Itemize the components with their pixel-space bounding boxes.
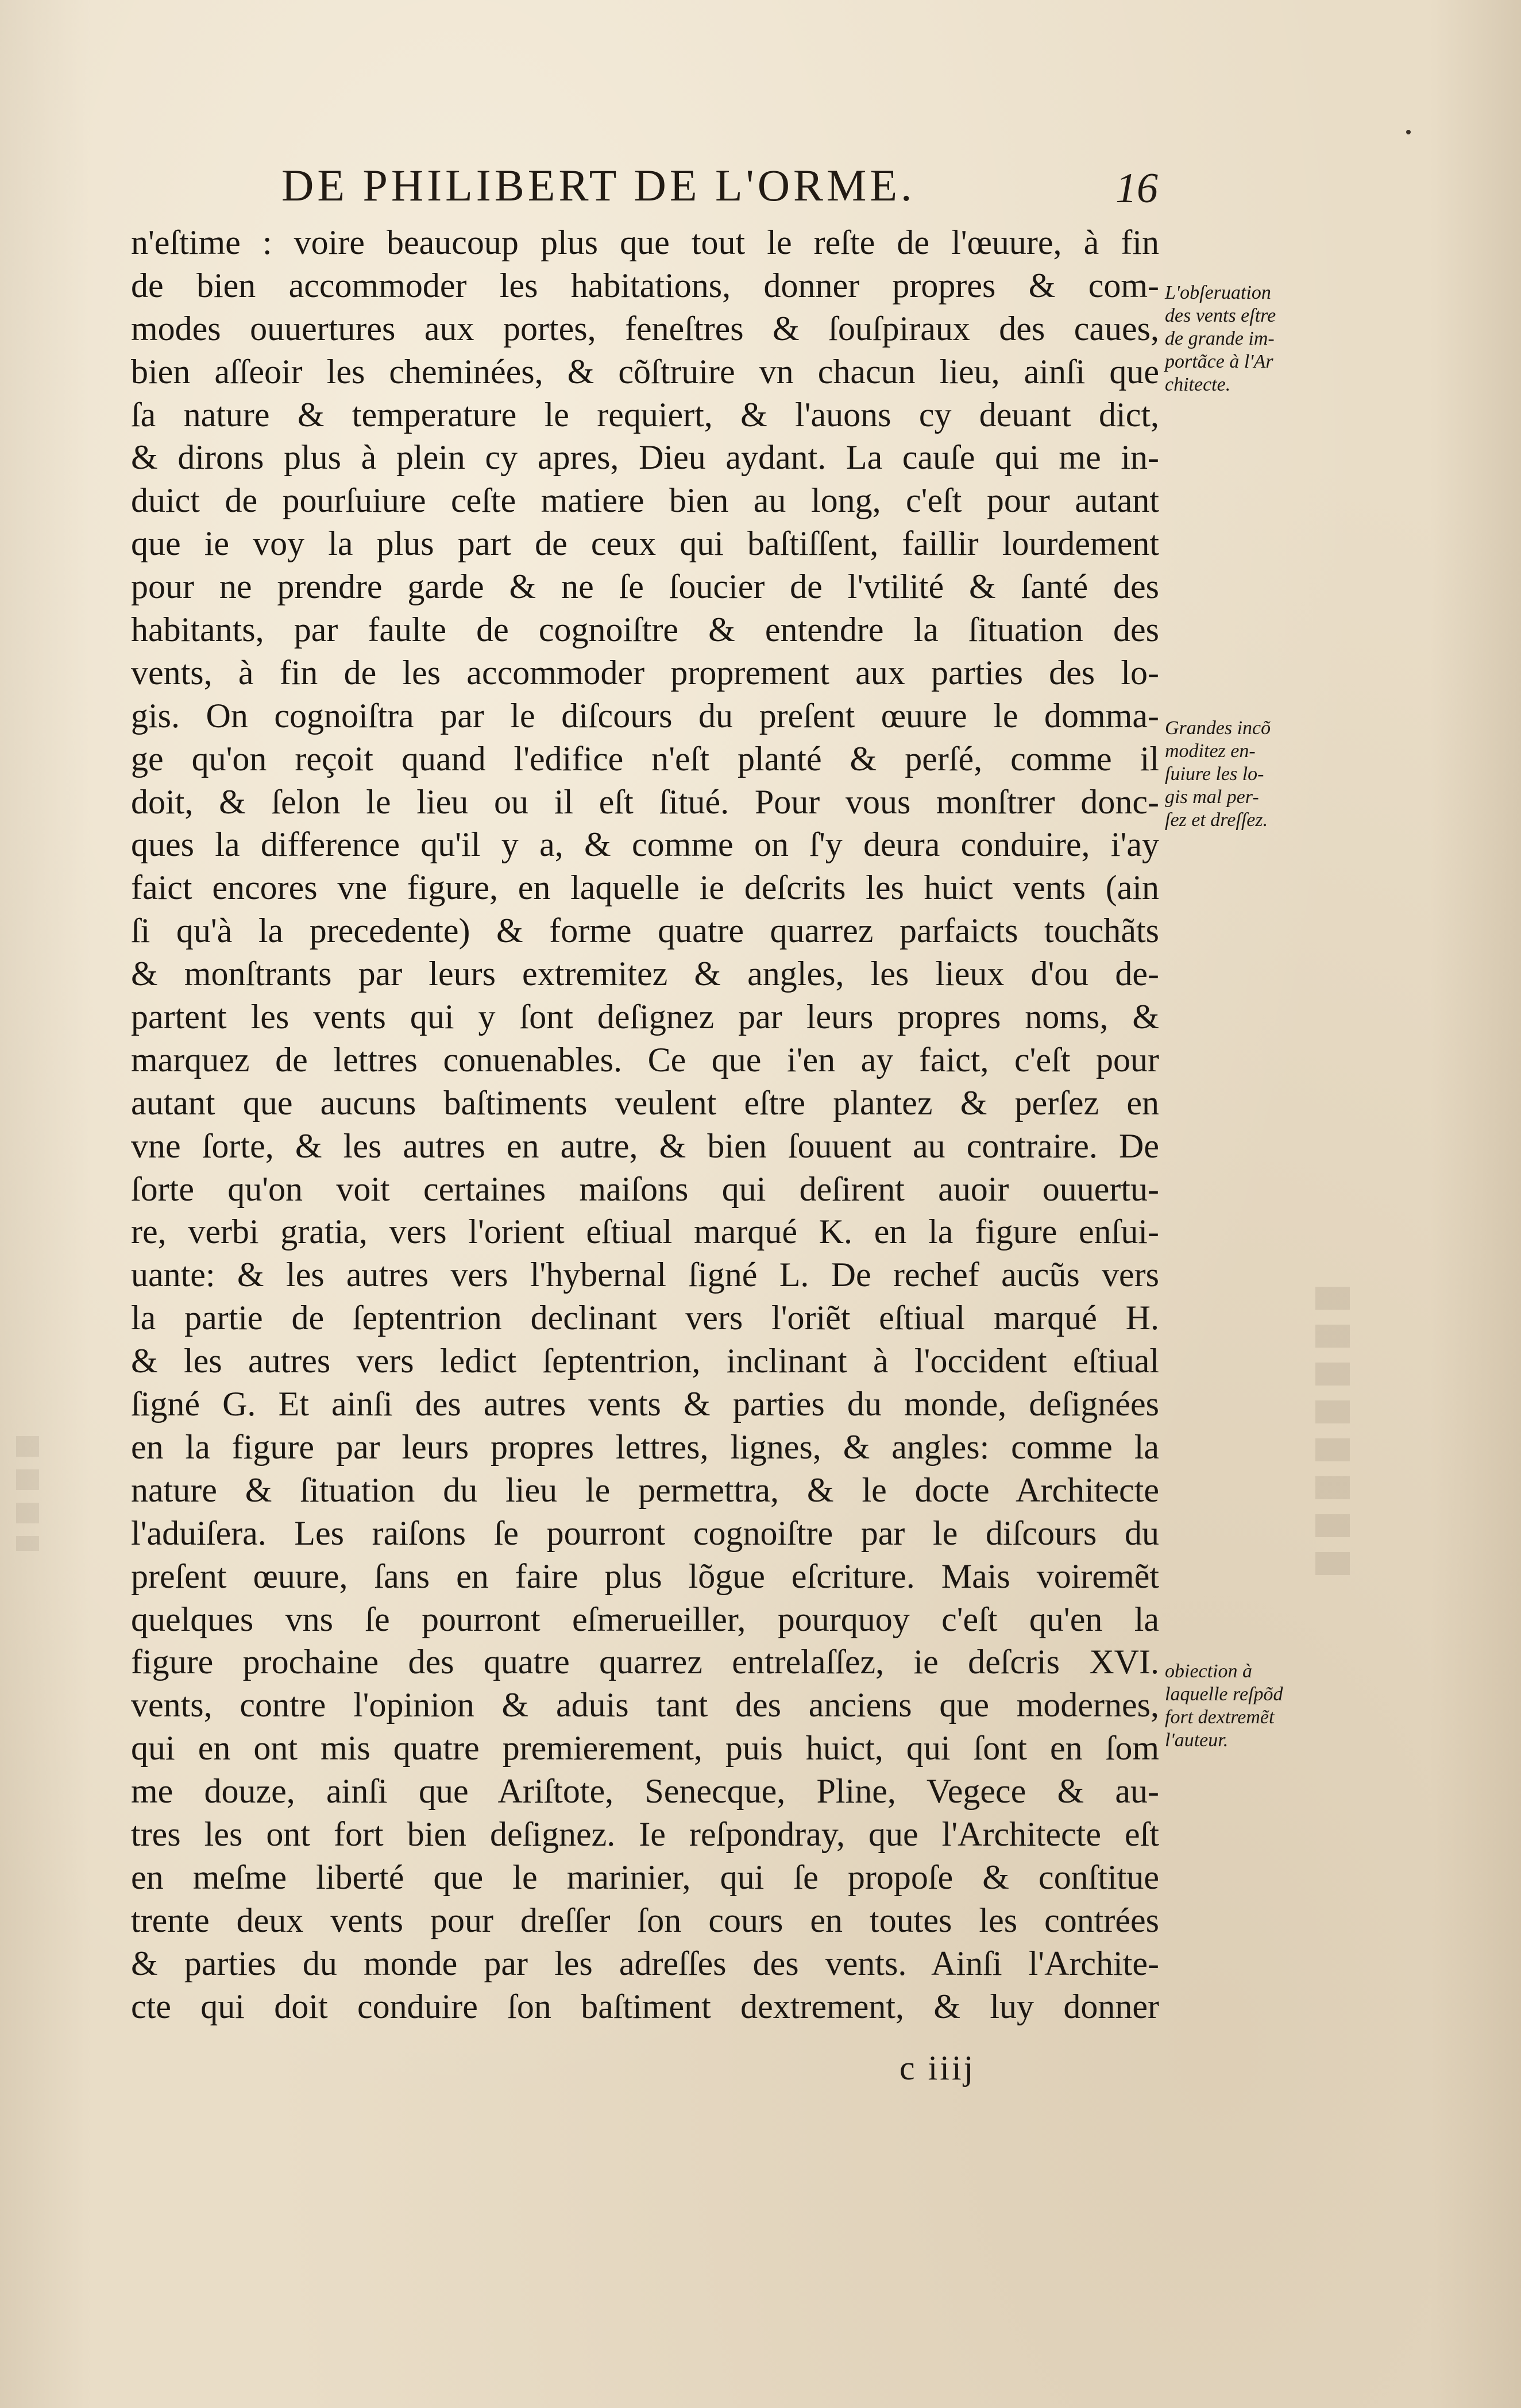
text-line: en meſme liberté que le marinier, qui ſe propoſe & conſtitue [131, 1858, 1159, 1896]
ink-speck [1406, 130, 1411, 134]
text-line: me douze, ainſi que Ariſtote, Senecque, Pline, Vegece & au- [131, 1772, 1159, 1811]
text-line: faict encores vne figure, en laquelle ie deſcrits les huict vents (ain [131, 869, 1159, 907]
marginal-note [1165, 1660, 1320, 1752]
text-line: & monſtrants par leurs extremitez & angles, les lieux d'ou de- [131, 955, 1159, 993]
text-line: ſorte qu'on voit certaines maiſons qui deſirent auoir ouuertu- [131, 1170, 1159, 1208]
text-line: vents, contre l'opinion & aduis tant des anciens que modernes, [131, 1686, 1159, 1724]
text-line: tres les ont fort bien deſignez. Ie reſpondray, que l'Architecte eſt [131, 1815, 1159, 1853]
marginal-note-line: L'obſeruation [1165, 282, 1271, 303]
marginal-note-line: portãce à l'Ar [1165, 351, 1273, 372]
marginal-note-line: l'auteur. [1165, 1730, 1229, 1751]
text-line: ſigné G. Et ainſi des autres vents & parties du monde, deſignées [131, 1385, 1159, 1423]
text-line: trente deux vents pour dreſſer ſon cours en toutes les contrées [131, 1901, 1159, 1939]
marginal-note [1165, 281, 1320, 396]
text-line: n'eſtime : voire beaucoup plus que tout le reſte de l'œuure, à fin [131, 223, 1159, 261]
text-line: vents, à fin de les accommoder proprement aux parties des lo- [131, 653, 1159, 692]
text-line: ques la difference qu'il y a, & comme on ſ'y deura conduire, i'ay [131, 825, 1159, 864]
text-line: cte qui doit conduire ſon baſtiment dextrement, & luy donner [131, 1987, 1159, 2025]
show-through-text-left [16, 1436, 39, 1551]
marginal-note-line: chitecte. [1165, 374, 1231, 395]
text-line: marquez de lettres conuenables. Ce que i'en ay faict, c'eſt pour [131, 1040, 1159, 1079]
marginal-note-line: de grande im- [1165, 328, 1275, 349]
text-line: que ie voy la plus part de ceux qui baſtiſſent, faillir lourdement [131, 524, 1159, 563]
text-line: re, verbi gratia, vers l'orient eſtiual marqué K. en la figure enſui- [131, 1213, 1159, 1251]
page-number: 16 [1115, 165, 1158, 212]
text-line: habitants, par faulte de cognoiſtre & entendre la ſituation des [131, 611, 1159, 649]
text-line: modes ouuertures aux portes, feneſtres & ſouſpiraux des caues, [131, 309, 1159, 348]
text-line: de bien accommoder les habitations, donner propres & com- [131, 266, 1159, 304]
text-line: la partie de ſeptentrion declinant vers l'oriẽt eſtiual marqué H. [131, 1299, 1159, 1337]
marginal-note [1165, 717, 1320, 832]
show-through-text-right [1315, 1287, 1350, 1585]
body-text [131, 221, 1159, 2028]
text-line: pour ne prendre garde & ne ſe ſoucier de l'vtilité & ſanté des [131, 568, 1159, 606]
marginal-note-line: fort dextremẽt [1165, 1707, 1275, 1728]
text-line: nature & ſituation du lieu le permettra, & le docte Architecte [131, 1471, 1159, 1509]
text-line: gis. On cognoiſtra par le diſcours du preſent œuure le domma- [131, 696, 1159, 735]
text-line: ge qu'on reçoit quand l'edifice n'eſt planté & perſé, comme il [131, 739, 1159, 778]
text-line: preſent œuure, ſans en faire plus lõgue eſcriture. Mais voiremẽt [131, 1557, 1159, 1595]
signature-mark: c iiij [900, 2049, 976, 2087]
text-line: en la figure par leurs propres lettres, lignes, & angles: comme la [131, 1427, 1159, 1466]
text-line: & dirons plus à plein cy apres, Dieu aydant. La cauſe qui me in- [131, 438, 1159, 477]
text-line: & parties du monde par les adreſſes des vents. Ainſi l'Archite- [131, 1944, 1159, 1982]
marginal-note-line: moditez en- [1165, 740, 1256, 762]
text-line: qui en ont mis quatre premierement, puis huict, qui ſont en ſom [131, 1729, 1159, 1768]
marginal-note-line: gis mal per- [1165, 786, 1259, 808]
text-line: figure prochaine des quatre quarrez entrelaſſez, ie deſcris XVI. [131, 1643, 1159, 1681]
text-line: l'aduiſera. Les raiſons ſe pourront cognoiſtre par le diſcours du [131, 1514, 1159, 1552]
text-line: autant que aucuns baſtiments veulent eſtre plantez & perſez en [131, 1083, 1159, 1122]
text-line: uante: & les autres vers l'hybernal ſigné L. De rechef aucũs vers [131, 1256, 1159, 1294]
marginal-note-line: ſez et dreſſez. [1165, 809, 1268, 831]
text-line: vne ſorte, & les autres en autre, & bien ſouuent au contraire. De [131, 1126, 1159, 1165]
marginal-note-line: des vents eſtre [1165, 305, 1276, 326]
running-head: DE PHILIBERT DE L'ORME. [281, 160, 916, 210]
marginal-note-line: obiection à [1165, 1661, 1253, 1682]
marginal-note-line: ſuiure les lo- [1165, 763, 1264, 785]
text-line: ſa nature & temperature le requiert, & l'auons cy deuant dict, [131, 395, 1159, 434]
text-line: partent les vents qui y ſont deſignez par leurs propres noms, & [131, 998, 1159, 1036]
text-line: ſi qu'à la precedente) & forme quatre quarrez parfaicts touchãts [131, 912, 1159, 950]
marginal-note-line: Grandes incõ [1165, 717, 1271, 739]
marginal-note-line: laquelle reſpõd [1165, 1684, 1283, 1705]
text-line: quelques vns ſe pourront eſmerueiller, pourquoy c'eſt qu'en la [131, 1600, 1159, 1638]
text-line: doit, & ſelon le lieu ou il eſt ſitué. Pour vous monſtrer donc- [131, 782, 1159, 821]
text-line: & les autres vers ledict ſeptentrion, inclinant à l'occident eſtiual [131, 1342, 1159, 1380]
text-line: duict de pourſuiure ceſte matiere bien au long, c'eſt pour autant [131, 481, 1159, 520]
text-line: bien aſſeoir les cheminées, & cõſtruire vn chacun lieu, ainſi que [131, 352, 1159, 391]
